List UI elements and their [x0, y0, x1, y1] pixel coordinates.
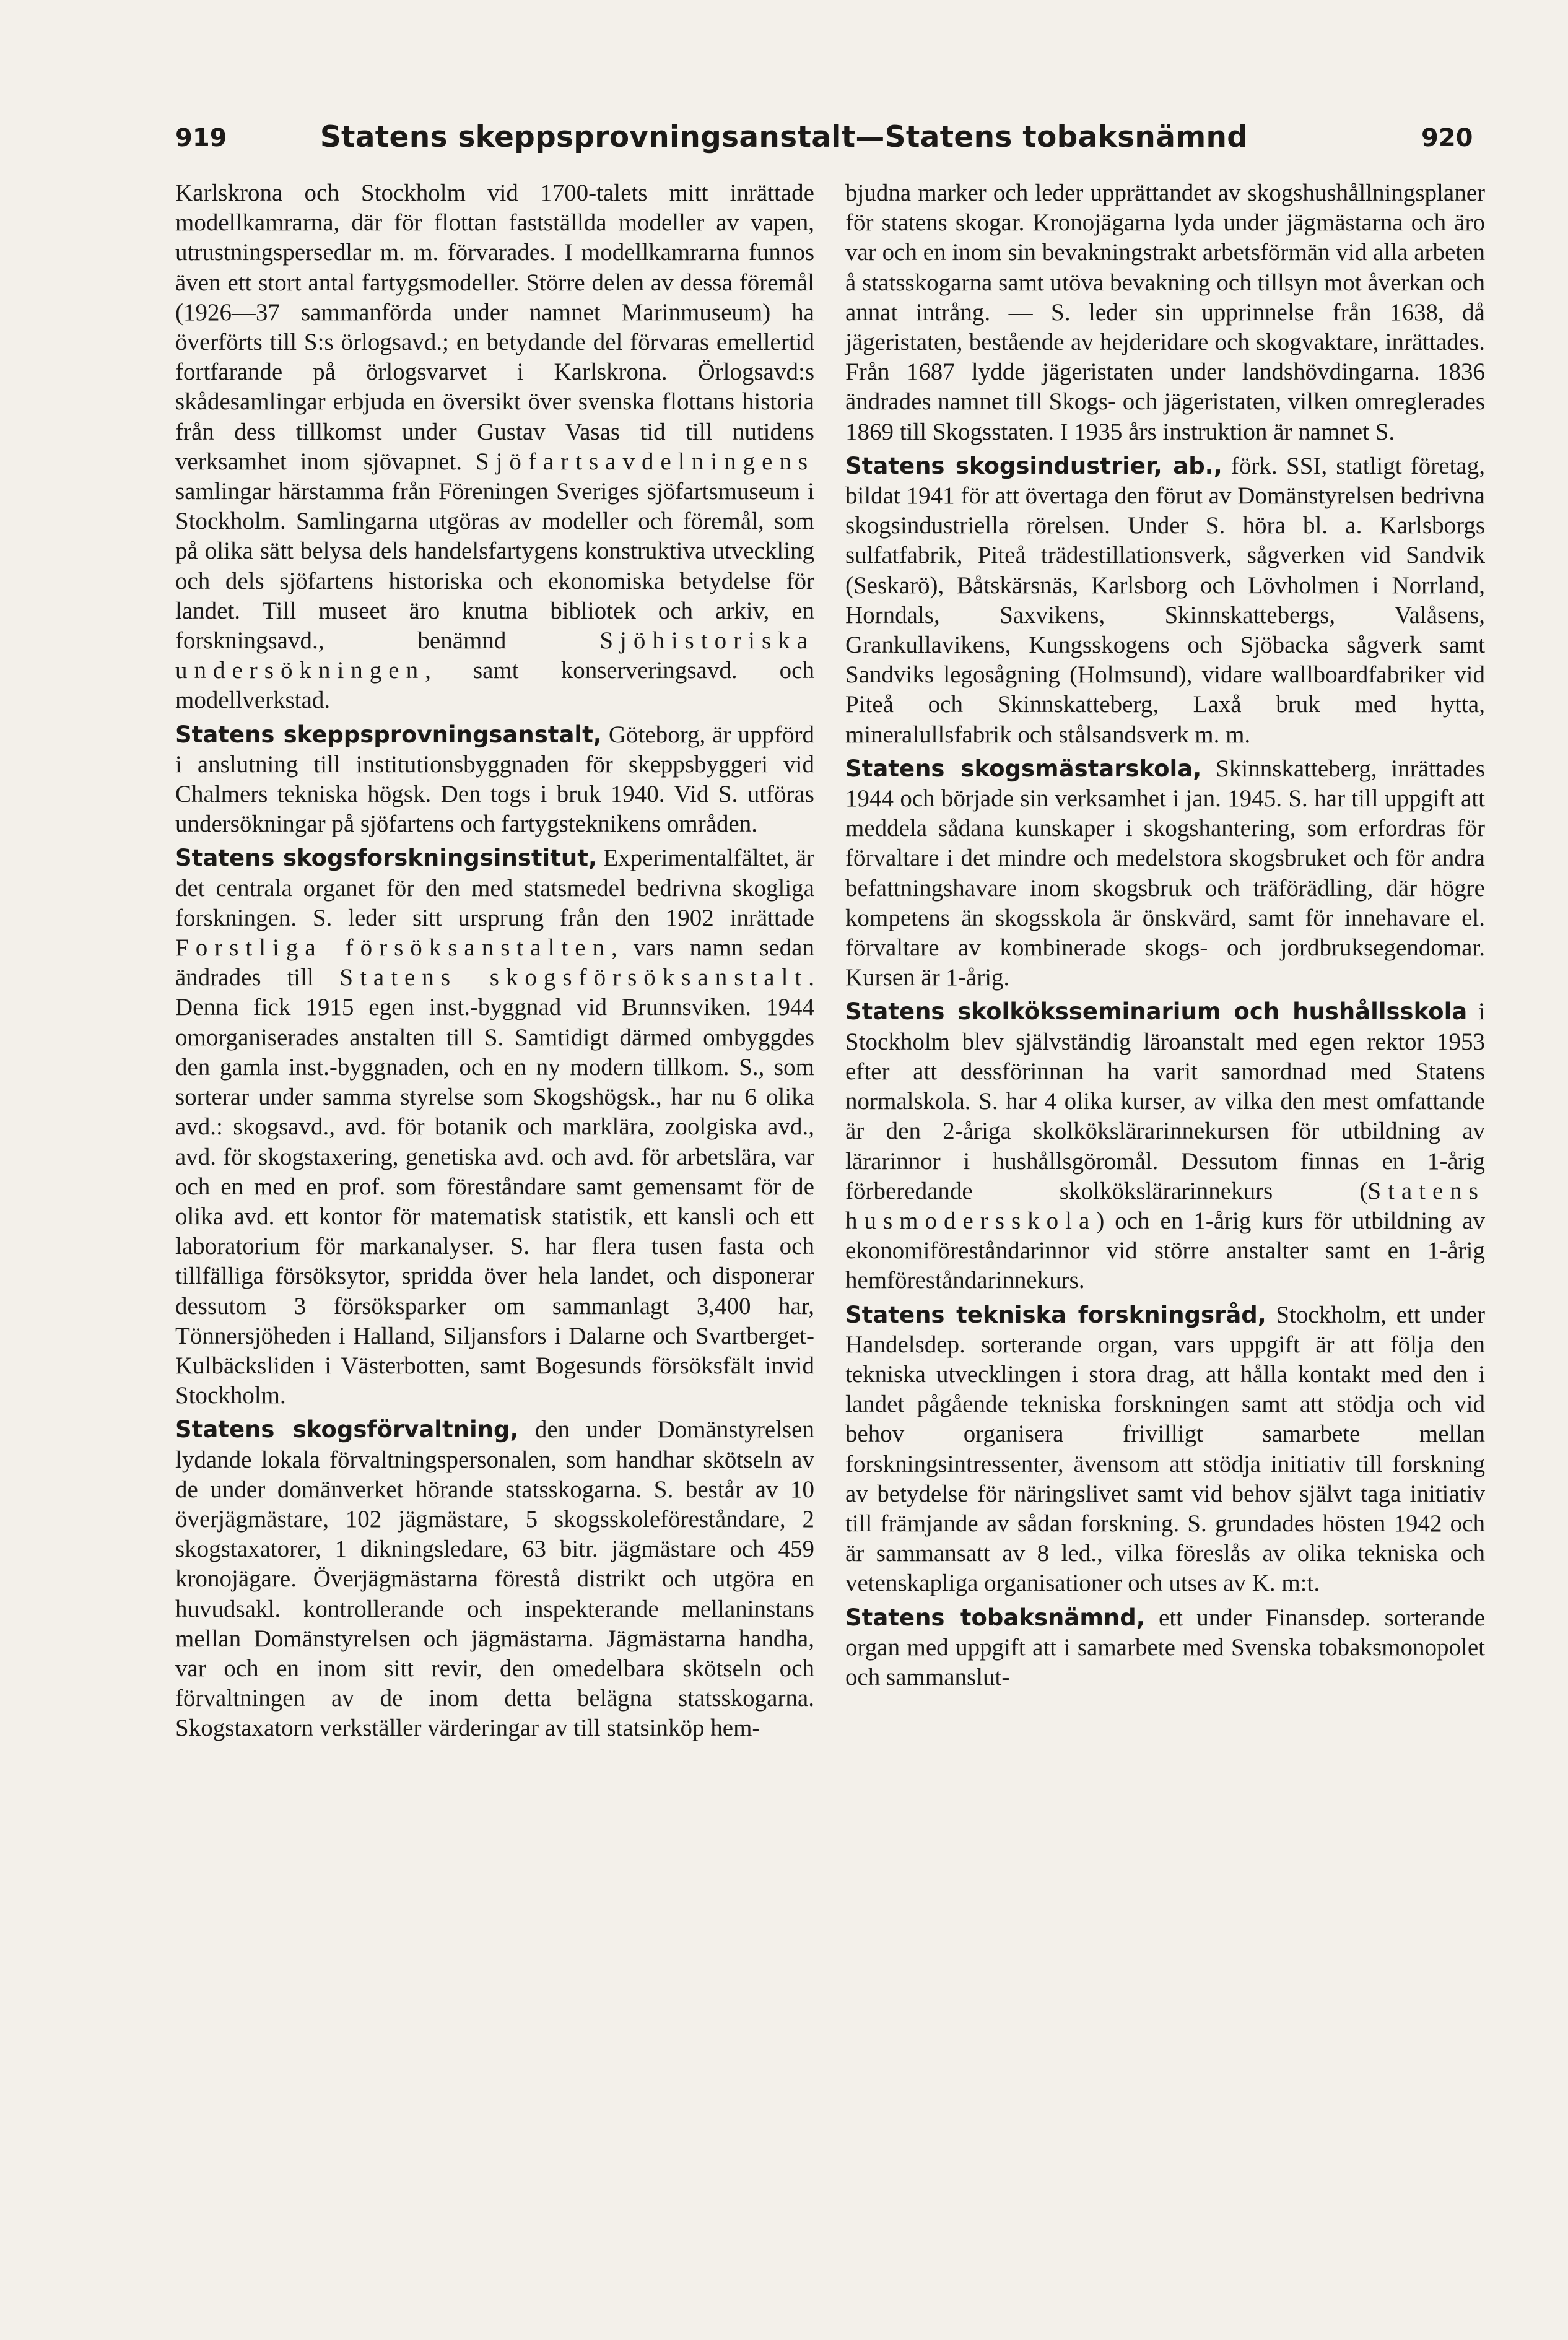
entry-body: den under Domänstyrelsen lydande lokala förvaltningspersonalen, som handhar skötseln av de under domänverket hörande statsskogarna. S. består av 10 överjägmästare, 102 jägmästare, 5 skogsskoleföreståndare, 2 skogstaxatorer, 1 dikningsledare, 63 bitr. jägmästare och 459 kronojägare. Överjägmästarna förestå distrikt och utgöra en huvudsakl. kontrollerande och inspekterande mellaninstans mellan Domänstyrelsen och jägmästarna. Jägmästarna handha, var och en inom sitt revir, den omedelbara skötseln och förvaltningen av de inom detta belägna statsskogarna. Skogstaxatorn verkställer värderingar av till statsinköp hem-	[175, 1416, 814, 1742]
spaced-term: Sjöhistoriska undersökningen	[175, 627, 814, 684]
entry-headword: Statens skogsforskningsinstitut,	[175, 845, 597, 872]
text-run: Karlskrona och Stockholm vid 1700-talets mitt inrättade modellkamrarna, där för flottan fastställda modeller av vapen, utrustningspersedlar m. m. förvarades. I modellkamrarna funnos även ett stort antal fartygsmodeller. Större delen av dessa föremål (1926—37 sammanförda under namnet Marinmuseum) ha överförts till S:s örlogsavd.; en betydande del förvaras emellertid fortfarande på örlogsvarvet i Karlskrona. Örlogsavd:s skådesamlingar erbjuda en översikt över svenska flottans historia från dess tillkomst under Gustav Vasas tid till nutidens verksamhet inom sjövapnet.	[175, 180, 814, 475]
entry-body: Experimentalfältet, är det centrala organet för den med statsmedel bedrivna skogliga forskningen. S. leder sitt ursprung från den 1902 inrättade	[175, 845, 814, 931]
page-header	[0, 118, 1568, 167]
running-title: Statens skeppsprovningsanstalt—Statens tobaksnämnd	[320, 120, 1248, 154]
entry-skeppsprovningsanstalt	[175, 720, 814, 840]
entry-body: Göteborg, är uppförd i anslutning till institutionsbyggnaden för skeppsbyggeri vid Chalmers tekniska högsk. Den togs i bruk 1940. Vid S. utföras undersökningar på sjöfartens och fartygsteknikens områden.	[175, 721, 815, 838]
spaced-term: Sjöfartsavdelningens	[475, 448, 814, 475]
paragraph-continuation	[175, 178, 814, 716]
spaced-term: Statens husmodersskola	[845, 1177, 1485, 1234]
entry-skogsindustrier	[845, 451, 1485, 750]
entry-skolkoksseminarium	[845, 997, 1485, 1295]
entry-skogsmastarskola	[845, 754, 1485, 993]
entry-headword: Statens tekniska forskningsråd,	[845, 1301, 1266, 1328]
entry-headword: Statens skeppsprovningsanstalt,	[175, 721, 602, 748]
entry-body: Stockholm, ett under Handelsdep. sorterande organ, vars uppgift är att följa den tekniska utvecklingen i stora drag, att hålla kontakt med den i landet pågående tekniska forskningen samt att stödja och vid behov organisera frivilligt samarbete mellan forskningsintressenter, ävensom att stödja initiativ till forskning av betydelse för näringslivet samt vid behov självt taga initiativ till främjande av sådan forskning. S. grundades hösten 1942 och är sammansatt av 8 led., vilka föreslås av olika tekniska och vetenskapliga organisationer och utses av K. m:t.	[845, 1301, 1485, 1597]
entry-skogsforvaltning	[175, 1415, 814, 1743]
entry-tekniska-forskningsrad	[845, 1300, 1485, 1599]
entry-skogsforskningsinstitut	[175, 843, 814, 1411]
entry-body: . Denna fick 1915 egen inst.-byggnad vid Brunnsviken. 1944 omorganiserades anstalten till S. Samtidigt därmed ombyggdes den gamla inst.-byggnaden, och en ny modern tillkom. S., som sorterar under samma styrelse som Skogshögsk., har nu 6 olika avd.: skogsavd., avd. för botanik och marklära, zoolgiska avd., avd. för skogstaxering, genetiska avd. och avd. för arbetslära, var och en med en prof. som föreståndare samt gemensamt för de olika avd. ett kontor för matematisk statistik, ett kansli och ett laboratorium för markanalyser. S. har flera tusen fasta och tillfälliga försöksytor, spridda över hela landet, och disponerar dessutom 3 försöksparker om sammanlagt 3,400 har, Tönnersjöheden i Halland, Siljansfors i Dalarne och Svartberget-Kulbäcksliden i Västerbotten, samt Bogesunds försöksfält invid Stockholm.	[175, 964, 814, 1409]
entry-tobaksnamnd	[845, 1603, 1485, 1693]
entry-body: Skinnskatteberg, inrättades 1944 och började sin verksamhet i jan. 1945. S. har till uppgift att meddela sådana kunskaper i skogshantering, som erfordras för förvaltare i det mindre och medelstora skogsbruket och för andra befattningshavare inom skogsbruk och träförädling, där högre kompetens än skogsskola är önskvärd, samt för innehavare el. förvaltare av kombinerade skogs- och jordbruksegendomar. Kursen är 1-årig.	[845, 755, 1486, 991]
entry-headword: Statens skogsmästarskola,	[845, 755, 1202, 782]
text-run: , samt konserveringsavd. och modellverkstad.	[175, 657, 814, 714]
entry-body: ett under Finansdep. sorterande organ med uppgift att i samarbete med Svenska tobaksmonopolet och sammanslut-	[845, 1604, 1485, 1690]
entry-headword: Statens tobaksnämnd,	[845, 1604, 1145, 1631]
entry-body: förk. SSI, statligt företag, bildat 1941 för att övertaga den förut av Domänstyrelsen bedrivna skogsindustriella rörelsen. Under S. höra bl. a. Karlsborgs sulfatfabrik, Piteå trädestillationsverk, sågverken vid Sandvik (Seskarö), Båtskärsnäs, Karlsborg och Lövholmen i Norrland, Horndals, Saxvikens, Skinnskattebergs, Valåsens, Grankullavikens, Kungsskogens och Sjöbacka sågverk samt Sandviks legosågning (Holmsund), vidare wallboardfabriker vid Piteå och Skinnskatteberg, Laxå bruk med hytta, mineralullsfabrik och stålsandsverk m. m.	[845, 452, 1485, 748]
right-column	[845, 178, 1485, 1692]
left-column	[175, 178, 814, 1744]
spaced-term: Forstliga försöksanstalten	[175, 934, 612, 962]
entry-body: ) och en 1-årig kurs för utbildning av ekonomiföreståndarinnor vid större anstalter samt en 1-årig hemföreståndarinnekurs.	[845, 1207, 1485, 1294]
entry-headword: Statens skolköksseminarium och hushållsskola	[845, 998, 1468, 1025]
entry-headword: Statens skogsförvaltning,	[175, 1416, 519, 1443]
text-run: samlingar härstamma från Föreningen Sveriges sjöfartsmuseum i Stockholm. Samlingarna utgöras av modeller och föremål, som på olika sätt belysa dels handelsfartygens konstruktiva utveckling och dels sjöfartens historiska och ekonomiska betydelse för landet. Till museet äro knutna bibliotek och arkiv, en forskningsavd., benämnd	[175, 478, 814, 655]
paragraph-continuation: bjudna marker och leder upprättandet av skogshushållningsplaner för statens skogar. Kronojägarna lyda under jägmästarna och äro var och en inom sin bevakningstrakt arbetsförmän vid alla arbeten å statsskogarna samt utöva bevakning och tillsyn mot åverkan och annat intrång. — S. leder sin upprinnelse från 1638, då jägeristaten, bestående av hejderidare och skogvaktare, inrättades. Från 1687 lydde jägeristaten under landshövdingarna. 1836 ändrades namnet till Skogs- och jägeristaten, vilken omreglerades 1869 till Skogsstaten. I 1935 års instruktion är namnet S.	[845, 180, 1485, 445]
entry-body: i Stockholm blev självständig läroanstalt med egen rektor 1953 efter att dessförinnan ha varit samordnad med Statens normalskola. S. har 4 olika kurser, av vilka den mest omfattande är den 2-åriga skolkökslärarinnekursen för utbildning av lärarinnor i hushållsgöromål. Dessutom finnas en 1-årig förberedande skolkökslärarinnekurs (	[845, 998, 1485, 1204]
entry-headword: Statens skogsindustrier, ab.,	[845, 452, 1222, 479]
spaced-term: Statens skogsförsöksanstalt	[339, 964, 809, 991]
page-number-right: 920	[1421, 124, 1473, 152]
page-number-left: 919	[175, 124, 227, 152]
entry-body: , vars namn sedan ändrades till	[175, 934, 814, 991]
